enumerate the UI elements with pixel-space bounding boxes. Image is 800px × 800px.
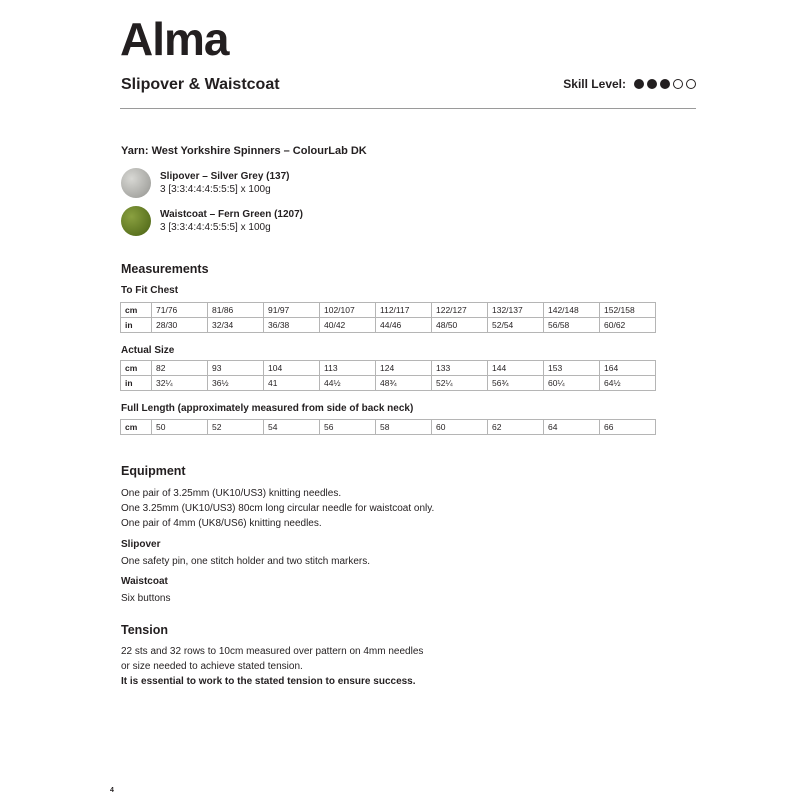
size-cell: 56/58 — [544, 318, 600, 333]
yarn-ball-green-swatch — [121, 206, 151, 236]
skill-dot — [647, 79, 657, 89]
size-cell: 64½ — [600, 376, 656, 391]
size-cell: 64 — [544, 420, 600, 435]
size-cell: 52¼ — [432, 376, 488, 391]
yarn-ball-grey-swatch — [121, 168, 151, 198]
size-cell: 71/76 — [152, 303, 208, 318]
size-cell: 60¼ — [544, 376, 600, 391]
size-cell: 54 — [264, 420, 320, 435]
size-cell: 82 — [152, 361, 208, 376]
size-cell: 142/148 — [544, 303, 600, 318]
size-cell: 44½ — [320, 376, 376, 391]
size-cell: 113 — [320, 361, 376, 376]
table-row — [121, 376, 656, 391]
size-cell: 60 — [432, 420, 488, 435]
slipover-label: Slipover — [121, 539, 161, 550]
size-cell: 93 — [208, 361, 264, 376]
yarn-amount: 3 [3:3:4:4:4:5:5:5] x 100g — [160, 184, 271, 195]
skill-dot — [673, 79, 683, 89]
waistcoat-text: Six buttons — [121, 593, 171, 604]
skill-level — [563, 77, 696, 91]
yarn-name: Waistcoat – Fern Green (1207) — [160, 209, 304, 220]
size-cell: 133 — [432, 361, 488, 376]
unit-cell: cm — [121, 420, 152, 435]
size-cell: 124 — [376, 361, 432, 376]
waistcoat-label: Waistcoat — [121, 576, 168, 587]
yarn-heading: Yarn: West Yorkshire Spinners – ColourLab DK — [121, 145, 367, 157]
to-fit-chest-table — [120, 302, 656, 333]
equipment-line: One 3.25mm (UK10/US3) 80cm long circular needle for waistcoat only. — [121, 503, 435, 514]
yarn-item-slipover — [121, 168, 290, 198]
size-cell: 56¾ — [488, 376, 544, 391]
size-cell: 52 — [208, 420, 264, 435]
size-cell: 56 — [320, 420, 376, 435]
slipover-text: One safety pin, one stitch holder and two stitch markers. — [121, 556, 371, 567]
size-cell: 152/158 — [600, 303, 656, 318]
measurements-heading: Measurements — [121, 262, 209, 276]
table-row — [121, 420, 656, 435]
size-cell: 28/30 — [152, 318, 208, 333]
yarn-name: Slipover – Silver Grey (137) — [160, 171, 290, 182]
unit-cell: cm — [121, 361, 152, 376]
size-cell: 48/50 — [432, 318, 488, 333]
skill-dot — [660, 79, 670, 89]
tension-note: It is essential to work to the stated tension to ensure success. — [121, 676, 416, 687]
size-cell: 81/86 — [208, 303, 264, 318]
full-length-table — [120, 419, 656, 435]
tension-line: 22 sts and 32 rows to 10cm measured over pattern on 4mm needles — [121, 646, 424, 657]
pattern-title: Alma — [120, 13, 229, 65]
actual-size-table — [120, 360, 656, 391]
size-cell: 36½ — [208, 376, 264, 391]
size-cell: 104 — [264, 361, 320, 376]
size-cell: 153 — [544, 361, 600, 376]
yarn-item-text — [160, 170, 290, 196]
size-cell: 58 — [376, 420, 432, 435]
page-number: 4 — [110, 787, 114, 794]
full-length-label: Full Length (approximately measured from side of back neck) — [121, 403, 414, 414]
table-row — [121, 318, 656, 333]
skill-level-dots — [634, 79, 696, 89]
skill-dot — [686, 79, 696, 89]
size-cell: 50 — [152, 420, 208, 435]
equipment-line: One pair of 3.25mm (UK10/US3) knitting needles. — [121, 488, 342, 499]
table-row — [121, 361, 656, 376]
skill-level-label: Skill Level: — [563, 77, 626, 91]
size-cell: 41 — [264, 376, 320, 391]
tension-heading: Tension — [121, 623, 168, 637]
size-cell: 40/42 — [320, 318, 376, 333]
to-fit-chest-label: To Fit Chest — [121, 285, 179, 296]
yarn-amount: 3 [3:3:4:4:4:5:5:5] x 100g — [160, 222, 271, 233]
size-cell: 102/107 — [320, 303, 376, 318]
size-cell: 36/38 — [264, 318, 320, 333]
size-cell: 52/54 — [488, 318, 544, 333]
size-cell: 122/127 — [432, 303, 488, 318]
size-cell: 32/34 — [208, 318, 264, 333]
unit-cell: cm — [121, 303, 152, 318]
equipment-heading: Equipment — [121, 464, 186, 478]
size-cell: 48¾ — [376, 376, 432, 391]
pattern-subtitle: Slipover & Waistcoat — [121, 76, 280, 93]
size-cell: 60/62 — [600, 318, 656, 333]
size-cell: 62 — [488, 420, 544, 435]
actual-size-label: Actual Size — [121, 345, 175, 356]
unit-cell: in — [121, 376, 152, 391]
yarn-item-text — [160, 208, 303, 234]
skill-dot — [634, 79, 644, 89]
size-cell: 66 — [600, 420, 656, 435]
equipment-list — [121, 486, 434, 531]
size-cell: 91/97 — [264, 303, 320, 318]
equipment-line: One pair of 4mm (UK8/US6) knitting needles. — [121, 518, 322, 529]
header-divider — [120, 108, 696, 109]
size-cell: 112/117 — [376, 303, 432, 318]
size-cell: 32¼ — [152, 376, 208, 391]
tension-text — [121, 644, 423, 689]
table-row — [121, 303, 656, 318]
yarn-item-waistcoat — [121, 206, 303, 236]
tension-line: or size needed to achieve stated tension. — [121, 661, 303, 672]
size-cell: 164 — [600, 361, 656, 376]
size-cell: 132/137 — [488, 303, 544, 318]
unit-cell: in — [121, 318, 152, 333]
size-cell: 144 — [488, 361, 544, 376]
size-cell: 44/46 — [376, 318, 432, 333]
